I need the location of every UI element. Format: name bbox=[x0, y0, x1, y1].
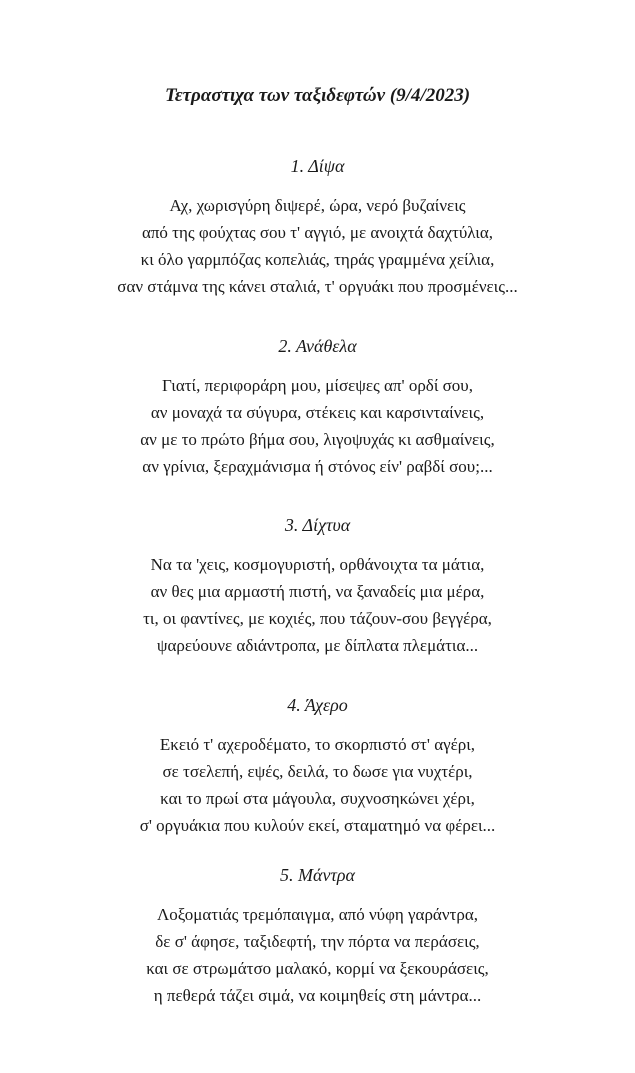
poem-line: δε σ' άφησε, ταξιδεφτή, την πόρτα να περάσεις, bbox=[155, 932, 480, 951]
poem-line: Εκειό τ' αχεροδέματο, το σκορπιστό στ' αγέρι, bbox=[159, 735, 476, 754]
poem-dipsa bbox=[0, 154, 635, 300]
poem-line: η πεθερά τάζει σιμά, να κοιμηθείς στη μάντρα... bbox=[153, 986, 482, 1005]
poem-line: σαν στάμνα της κάνει σταλιά, τ' οργυάκι που προσμένεις... bbox=[117, 277, 518, 296]
poem-line: αν θες μια αρμαστή πιστή, να ξαναδείς μια μέρα, bbox=[150, 582, 485, 601]
poem-line: και το πρωί στα μάγουλα, συχνοσηκώνει χέρι, bbox=[160, 789, 475, 808]
poem-line: σ' οργυάκια που κυλούν εκεί, σταματημό να φέρει... bbox=[139, 816, 496, 835]
poem-heading: 1. Δίψα bbox=[290, 156, 345, 176]
poem-mantra bbox=[0, 863, 635, 1009]
poem-line: Γιατί, περιφοράρη μου, μίσεψες απ' ορδί σου, bbox=[162, 376, 473, 395]
poem-line: σε τσελεπή, εψές, δειλά, το δωσε για νυχτέρι, bbox=[162, 762, 473, 781]
poem-line: από της φούχτας σου τ' αγγιό, με ανοιχτά δαχτύλια, bbox=[141, 223, 494, 242]
poem-heading: 4. Άχερο bbox=[287, 695, 348, 715]
poem-heading: 3. Δίχτυα bbox=[284, 515, 351, 535]
poem-line: αν γρίνια, ξεραχμάνισμα ή στόνος είν' ραβδί σου;... bbox=[142, 457, 493, 476]
poem-anathela bbox=[0, 334, 635, 480]
poem-line: αν μοναχά τα σύγυρα, στέκεις και καρσινταίνεις, bbox=[150, 403, 485, 422]
poem-line: αν με το πρώτο βήμα σου, λιγοψυχάς κι ασθμαίνεις, bbox=[140, 430, 495, 449]
poem-line: Αχ, χωρισγύρη διψερέ, ώρα, νερό βυζαίνεις bbox=[169, 196, 466, 215]
poem-heading: 5. Μάντρα bbox=[280, 865, 355, 885]
poem-achero bbox=[0, 693, 635, 839]
poem-dichtya bbox=[0, 513, 635, 659]
poem-line: και σε στρωμάτσο μαλακό, κορμί να ξεκουράσεις, bbox=[146, 959, 489, 978]
poem-line: τι, οι φαντίνες, με κοχιές, που τάζουν-σου βεγγέρα, bbox=[143, 609, 492, 628]
poem-line: Να τα 'χεις, κοσμογυριστή, ορθάνοιχτα τα μάτια, bbox=[150, 555, 485, 574]
poem-heading: 2. Ανάθελα bbox=[278, 336, 357, 356]
poem-line: Λοξοματιάς τρεμόπαιγμα, από νύφη γαράντρα, bbox=[156, 905, 479, 924]
poem-line: κι όλο γαρμπόζας κοπελιάς, τηράς γραμμένα χείλια, bbox=[140, 250, 495, 269]
document-title: Τετραστιχα των ταξιδεφτών (9/4/2023) bbox=[164, 85, 471, 106]
poem-line: ψαρεύουνε αδιάντροπα, με δίπλατα πλεμάτια... bbox=[156, 636, 479, 655]
